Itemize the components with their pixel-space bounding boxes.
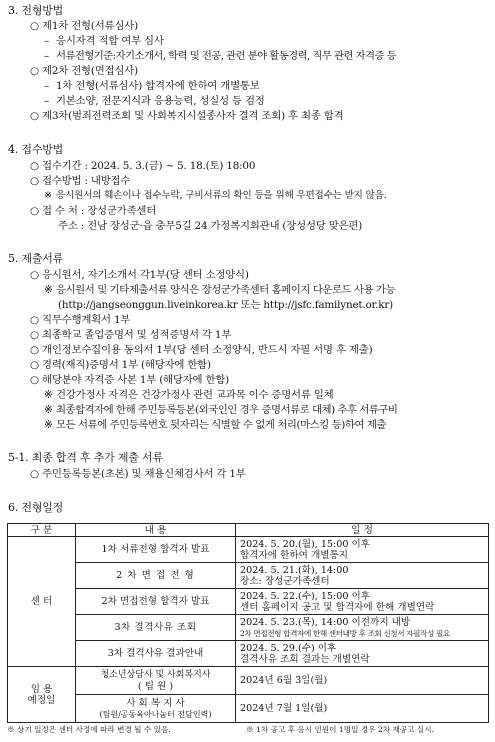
row-date: 2024년 7월 1일(월): [236, 695, 489, 723]
section-5-title: 5. 제출서류: [8, 252, 64, 265]
s51-item-1: ○ 주민등록등본(초본) 및 채용신체검사서 각 1부: [30, 468, 246, 480]
header-division: 구 분: [8, 524, 76, 537]
row-content: 3차 결격사유 조회: [76, 615, 236, 641]
table-row: [8, 695, 489, 723]
s4-item-3: ○ 접 수 처 : 장성군가족센터: [30, 205, 157, 217]
header-date: 일 정: [236, 524, 489, 537]
s3-item-1a: – 응시자격 적합 여부 심사: [44, 35, 164, 47]
s5-item-4: ○ 개인정보수집이용 동의서 1부(당 센터 소정양식, 반드시 자필 서명 후 제출): [30, 344, 373, 356]
s4-item-3-address: 주소 : 전남 장성군·읍 충무5길 24 가정복지회관내 (장성성당 맞은편): [58, 220, 363, 232]
row-date: 2024년 6월 3일(월): [236, 667, 489, 695]
s5-item-3: ○ 최종학교 졸업증명서 및 성적증명서 각 1부: [30, 329, 232, 341]
table-row: [8, 589, 489, 615]
s3-item-2b: – 기본소양, 전문지식과 응용능력, 성실성 등 검정: [44, 95, 265, 107]
s5-item-6b: ※ 최종합격자에 한해 주민등록등본(외국인인 경우 증명서류로 대체) 추후 서류구비: [44, 404, 398, 416]
s5-item-1-urls: (http://jangseonggun.liveinkorea.kr 또는 http://jsfc.familynet.or.kr): [58, 299, 393, 311]
row-content: 3차 결격사유 결과안내: [76, 641, 236, 667]
table-row: [8, 641, 489, 667]
s3-item-2: ○ 제2차 전형(면접심사): [30, 65, 138, 77]
row-content: 2차 면접전형 합격자 발표: [76, 589, 236, 615]
row-content: 1차 서류전형 합격자 발표: [76, 537, 236, 563]
footnote-left: ※ 상기 일정은 센터 사정에 따라 변경 될 수 있음.: [7, 725, 171, 734]
table-row: [8, 563, 489, 589]
row-date: 2024. 5. 22.(수), 15:00 이후 센터 홈페이지 공고 및 합격자에 한해 개별연락: [236, 589, 489, 615]
s3-item-3: ○ 제3차(범죄전력조회 및 사회복지시설종사자 결격 조회) 후 최종 합격: [30, 110, 344, 122]
footnote-right: ※ 1차 공고 후 응시 인원이 1명일 경우 2차 재공고 실시.: [246, 725, 435, 734]
section-5-1-title: 5-1. 최종 합격 후 추가 제출 서류: [8, 451, 163, 464]
s5-item-2: ○ 직무수행계획서 1부: [30, 314, 131, 326]
table-row: [8, 667, 489, 695]
row-date: 2024. 5. 20.(월), 15:00 이후 합격자에 한하여 개별통지: [236, 537, 489, 563]
s3-item-1b: – 서류전형기준:자기소개서, 학력 및 전공, 관련 분야 활동경력, 직무 관련 자격증 등: [44, 50, 397, 62]
section-3-title: 3. 전형방법: [8, 4, 64, 17]
s3-item-1: ○ 제1차 전형(서류심사): [30, 20, 138, 32]
row-date: 2024. 5. 21.(화), 14:00 장소: 장성군가족센터: [236, 563, 489, 589]
row-date: 2024. 5. 23.(목), 14:00 이전까지 내방 2차 면접전형 합격자에 한해 센터내방 후 조회 신청서 자필작성 필요: [236, 615, 489, 641]
row-content: 사 회 복 지 사 (팀원/공동육아나눔터 전담인력): [76, 695, 236, 723]
header-content: 내 용: [76, 524, 236, 537]
s5-item-1: ○ 응시원서, 자기소개서 각1부(당 센터 소정양식): [30, 269, 249, 281]
schedule-header-row: [8, 524, 489, 537]
table-row: [8, 615, 489, 641]
s4-item-2: ○ 접수방법 : 내방접수: [30, 175, 131, 187]
s5-item-6c: ※ 모든 서류에 주민등록번호 뒷자리는 식별할 수 없게 처리(마스킹 등)하여 제출: [44, 419, 387, 431]
s4-item-2-note: ※ 응시원서의 훼손이나 접수누락, 구비서류의 확인 등을 위해 우편접수는 받지 않음.: [44, 190, 387, 201]
s5-item-6: ○ 해당분야 자격증 사본 1부 (해당자에 한함): [30, 374, 230, 386]
section-4-title: 4. 접수방법: [8, 143, 64, 156]
center-label: 센 터: [8, 537, 76, 667]
row-content: 2 차 면 접 전 형: [76, 563, 236, 589]
s5-item-6a: ※ 건강가정사 자격은 건강가정사 관련 교과목 이수 증명서류 일체: [44, 389, 334, 401]
table-row: [8, 537, 489, 563]
section-6-title: 6. 전형일정: [8, 501, 64, 514]
s3-item-2a: – 1차 전형(서류심사) 합격자에 한하여 개별통보: [44, 80, 260, 92]
row-content: 청소년상담사 및 사회복지사 ( 팀 원 ): [76, 667, 236, 695]
s4-item-1: ○ 접수기간 : 2024. 5. 3.(금) ~ 5. 18.(토) 18:00: [30, 160, 256, 172]
row-date: 2024. 5. 29.(수) 이후 결격사유 조회 결과는 개별연락: [236, 641, 489, 667]
s5-item-1-note: ※ 응시원서 및 기타제출서류 양식은 장성군가족센터 홈페이지 다운로드 사용 가능: [44, 284, 396, 296]
s5-item-5: ○ 경력(재직)증명서 1부 (해당자에 한함): [30, 359, 211, 371]
appoint-label: 임 용 예정일: [8, 667, 76, 723]
schedule-table: [7, 523, 489, 723]
